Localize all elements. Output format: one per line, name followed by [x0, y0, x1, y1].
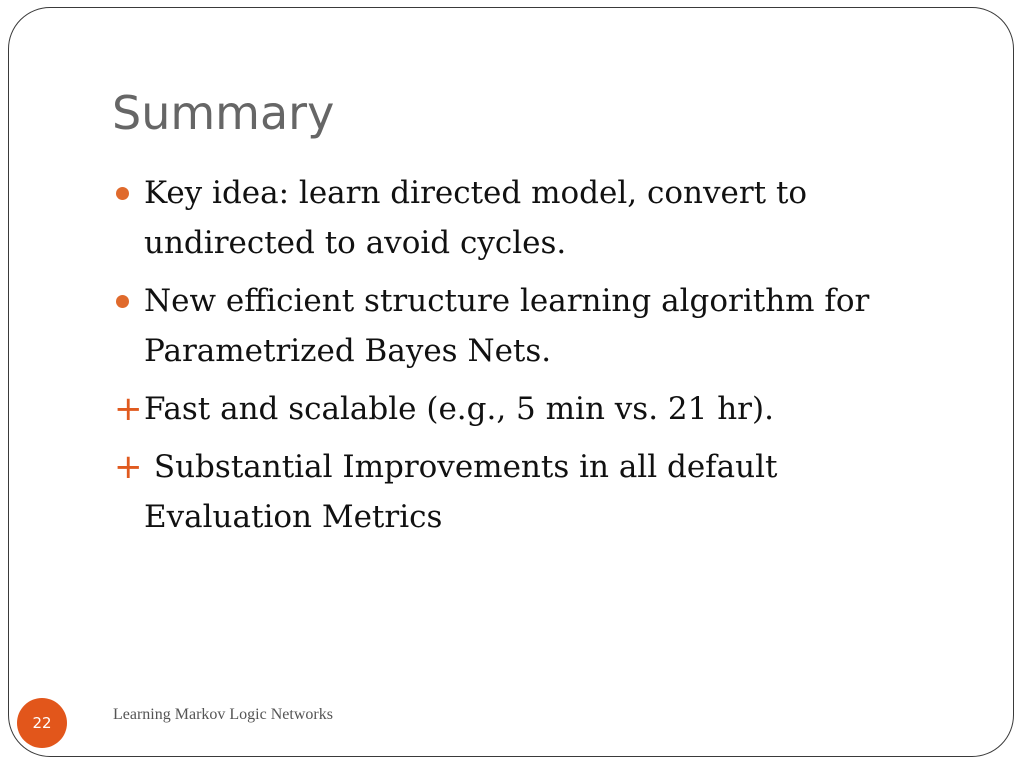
- bullet-text: Substantial Improvements in all default Evaluation Metrics: [144, 449, 788, 535]
- bullet-text: Fast and scalable (e.g., 5 min vs. 21 hr).: [144, 391, 774, 427]
- bullet-item: [112, 168, 932, 268]
- bullet-item: [112, 384, 932, 434]
- bullet-dot-icon: [116, 295, 129, 308]
- slide-footer: Learning Markov Logic Networks: [113, 706, 333, 723]
- bullet-item: [112, 276, 932, 376]
- bullet-dot-icon: [116, 187, 129, 200]
- bullet-list: [112, 168, 932, 550]
- page-number-badge: 22: [17, 698, 67, 748]
- slide-title: Summary: [112, 86, 335, 140]
- bullet-text: New efficient structure learning algorithm for Parametrized Bayes Nets.: [144, 283, 870, 369]
- plus-icon: +: [114, 447, 143, 487]
- bullet-text: Key idea: learn directed model, convert to undirected to avoid cycles.: [144, 175, 808, 261]
- plus-icon: +: [114, 389, 143, 429]
- bullet-item: [112, 442, 932, 542]
